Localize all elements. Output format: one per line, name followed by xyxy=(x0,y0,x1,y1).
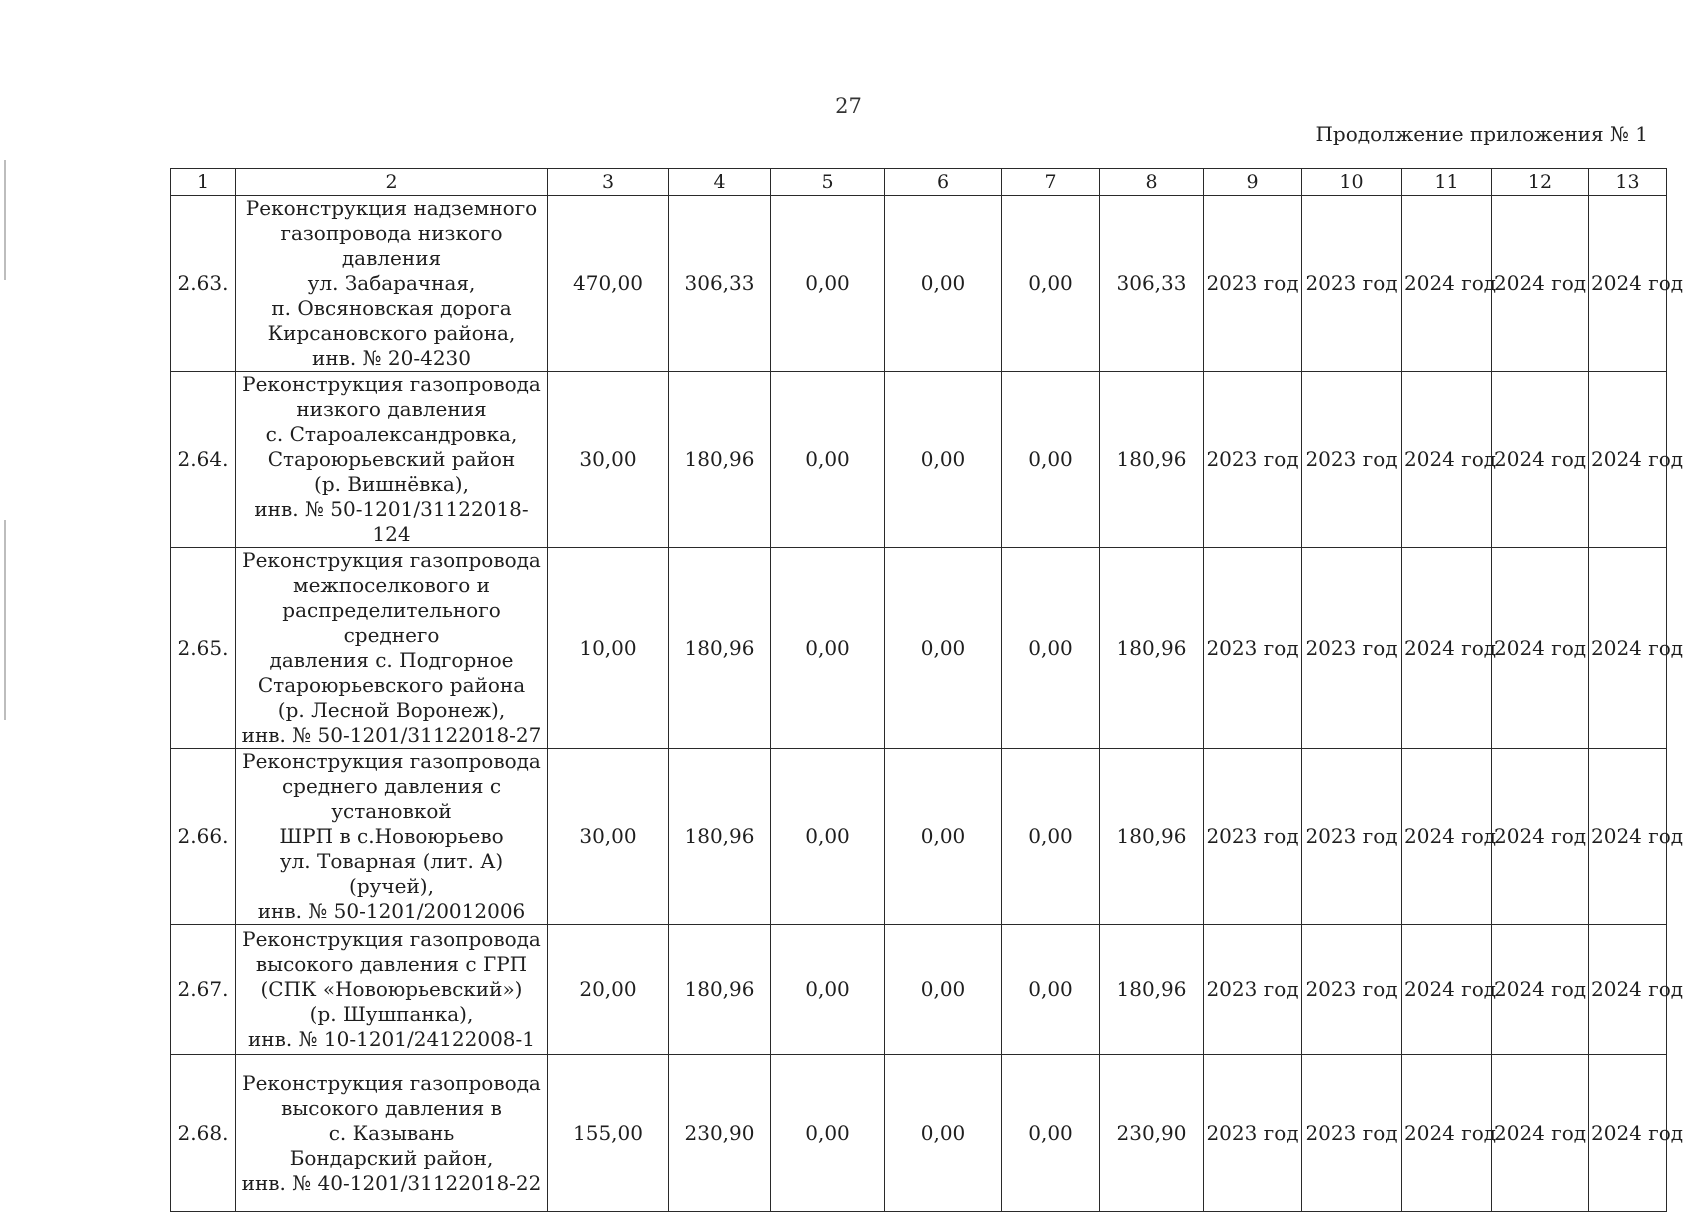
description-line: Реконструкция газопровода xyxy=(242,372,541,396)
value-cell-c7: 0,00 xyxy=(1002,1055,1100,1212)
value-cell-c10: 2023 год xyxy=(1302,1055,1402,1212)
description-line: Реконструкция газопровода xyxy=(242,548,541,572)
column-header: 11 xyxy=(1402,169,1492,196)
row-number-cell: 2.65. xyxy=(171,548,236,749)
column-header: 9 xyxy=(1204,169,1302,196)
value-cell-c5: 0,00 xyxy=(771,548,885,749)
description-line: Реконструкция газопровода xyxy=(242,749,541,773)
description-cell xyxy=(236,749,548,925)
column-header: 13 xyxy=(1589,169,1667,196)
value-cell-c12: 2024 год xyxy=(1492,372,1589,548)
value-cell-c9: 2023 год xyxy=(1204,372,1302,548)
column-header: 6 xyxy=(885,169,1002,196)
value-cell-c10: 2023 год xyxy=(1302,196,1402,372)
value-cell-c5: 0,00 xyxy=(771,196,885,372)
description-line: инв. № 20-4230 xyxy=(311,346,472,370)
value-cell-c7: 0,00 xyxy=(1002,925,1100,1055)
table-row xyxy=(171,749,1667,925)
row-number-cell: 2.64. xyxy=(171,372,236,548)
value-cell-c6: 0,00 xyxy=(885,548,1002,749)
description-line: высокого давления в xyxy=(281,1095,502,1120)
value-cell-c7: 0,00 xyxy=(1002,196,1100,372)
description-line: Реконструкция надземного xyxy=(245,196,538,220)
row-number-cell: 2.63. xyxy=(171,196,236,372)
page-number: 27 xyxy=(835,94,862,118)
value-cell-c6: 0,00 xyxy=(885,1055,1002,1212)
row-number-cell: 2.66. xyxy=(171,749,236,925)
value-cell-c13: 2024 год xyxy=(1589,548,1667,749)
table-row xyxy=(171,372,1667,548)
value-cell-c13: 2024 год xyxy=(1589,925,1667,1055)
description-line: Реконструкция газопровода xyxy=(242,1070,541,1095)
value-cell-c5: 0,00 xyxy=(771,1055,885,1212)
description-line: Реконструкция газопровода xyxy=(242,927,541,951)
value-cell-c5: 0,00 xyxy=(771,925,885,1055)
value-cell-c8: 180,96 xyxy=(1100,749,1204,925)
value-cell-c3: 10,00 xyxy=(548,548,669,749)
value-cell-c11: 2024 год xyxy=(1402,925,1492,1055)
value-cell-c8: 180,96 xyxy=(1100,925,1204,1055)
description-line: п. Овсяновская дорога xyxy=(271,296,512,320)
description-line: инв. № 40-1201/31122018-22 xyxy=(241,1170,542,1195)
description-line: среднего давления с установкой xyxy=(281,774,502,823)
value-cell-c6: 0,00 xyxy=(885,372,1002,548)
description-cell xyxy=(236,1055,548,1212)
value-cell-c9: 2023 год xyxy=(1204,548,1302,749)
description-cell xyxy=(236,548,548,749)
value-cell-c4: 306,33 xyxy=(669,196,771,372)
description-line: низкого давления xyxy=(296,397,487,421)
description-line: (р. Шушпанка), xyxy=(309,1002,474,1026)
value-cell-c12: 2024 год xyxy=(1492,196,1589,372)
value-cell-c12: 2024 год xyxy=(1492,925,1589,1055)
value-cell-c9: 2023 год xyxy=(1204,1055,1302,1212)
value-cell-c12: 2024 год xyxy=(1492,749,1589,925)
value-cell-c6: 0,00 xyxy=(885,196,1002,372)
table-row xyxy=(171,1055,1667,1212)
value-cell-c6: 0,00 xyxy=(885,749,1002,925)
description-line: Кирсановского района, xyxy=(267,321,516,345)
column-header: 8 xyxy=(1100,169,1204,196)
description-cell xyxy=(236,196,548,372)
value-cell-c7: 0,00 xyxy=(1002,548,1100,749)
value-cell-c8: 180,96 xyxy=(1100,548,1204,749)
table-row xyxy=(171,196,1667,372)
column-header: 5 xyxy=(771,169,885,196)
value-cell-c9: 2023 год xyxy=(1204,925,1302,1055)
value-cell-c11: 2024 год xyxy=(1402,372,1492,548)
value-cell-c4: 180,96 xyxy=(669,749,771,925)
value-cell-c12: 2024 год xyxy=(1492,548,1589,749)
value-cell-c5: 0,00 xyxy=(771,372,885,548)
value-cell-c8: 306,33 xyxy=(1100,196,1204,372)
description-line: высокого давления с ГРП xyxy=(255,952,528,976)
value-cell-c7: 0,00 xyxy=(1002,372,1100,548)
description-line: Бондарский район, xyxy=(289,1145,494,1170)
value-cell-c10: 2023 год xyxy=(1302,372,1402,548)
value-cell-c4: 230,90 xyxy=(669,1055,771,1212)
value-cell-c13: 2024 год xyxy=(1589,372,1667,548)
description-line: с. Староалександровка, xyxy=(265,422,518,446)
value-cell-c8: 180,96 xyxy=(1100,372,1204,548)
value-cell-c3: 155,00 xyxy=(548,1055,669,1212)
column-header: 10 xyxy=(1302,169,1402,196)
description-line: (р. Лесной Воронеж), xyxy=(277,698,506,722)
description-line: инв. № 10-1201/24122008-1 xyxy=(247,1027,536,1051)
value-cell-c3: 30,00 xyxy=(548,749,669,925)
description-line: инв. № 50-1201/31122018-27 xyxy=(241,723,542,747)
value-cell-c11: 2024 год xyxy=(1402,1055,1492,1212)
table-row xyxy=(171,548,1667,749)
value-cell-c4: 180,96 xyxy=(669,925,771,1055)
description-line: давления с. Подгорное xyxy=(269,648,514,672)
scan-edge-mark xyxy=(4,520,6,720)
column-header: 12 xyxy=(1492,169,1589,196)
description-line: Староюрьевского района xyxy=(257,673,526,697)
column-header: 4 xyxy=(669,169,771,196)
column-header: 2 xyxy=(236,169,548,196)
value-cell-c10: 2023 год xyxy=(1302,749,1402,925)
scan-edge-mark xyxy=(4,160,6,280)
row-number-cell: 2.68. xyxy=(171,1055,236,1212)
value-cell-c13: 2024 год xyxy=(1589,749,1667,925)
column-header: 7 xyxy=(1002,169,1100,196)
description-line: (СПК «Новоюрьевский») xyxy=(260,977,523,1001)
value-cell-c3: 30,00 xyxy=(548,372,669,548)
row-number-cell: 2.67. xyxy=(171,925,236,1055)
value-cell-c12: 2024 год xyxy=(1492,1055,1589,1212)
value-cell-c11: 2024 год xyxy=(1402,749,1492,925)
description-line: ул. Товарная (лит. А) (ручей), xyxy=(279,849,504,898)
column-header: 3 xyxy=(548,169,669,196)
description-line: газопровода низкого давления xyxy=(280,221,503,270)
appendix-label: Продолжение приложения № 1 xyxy=(1315,122,1648,146)
value-cell-c5: 0,00 xyxy=(771,749,885,925)
value-cell-c13: 2024 год xyxy=(1589,196,1667,372)
value-cell-c7: 0,00 xyxy=(1002,749,1100,925)
value-cell-c4: 180,96 xyxy=(669,548,771,749)
description-line: (р. Вишнёвка), xyxy=(314,472,469,496)
data-table xyxy=(170,168,1684,1212)
value-cell-c13: 2024 год xyxy=(1589,1055,1667,1212)
value-cell-c4: 180,96 xyxy=(669,372,771,548)
description-line: инв. № 50-1201/31122018-124 xyxy=(254,497,529,546)
value-cell-c6: 0,00 xyxy=(885,925,1002,1055)
header-row xyxy=(171,169,1667,196)
description-line: распределительного среднего xyxy=(282,598,501,647)
description-line: межпоселкового и xyxy=(293,573,490,597)
description-line: с. Казывань xyxy=(328,1120,455,1145)
description-line: ШРП в с.Новоюрьево xyxy=(279,824,504,848)
value-cell-c3: 20,00 xyxy=(548,925,669,1055)
table-row xyxy=(171,925,1667,1055)
value-cell-c10: 2023 год xyxy=(1302,548,1402,749)
value-cell-c10: 2023 год xyxy=(1302,925,1402,1055)
description-line: инв. № 50-1201/20012006 xyxy=(257,899,526,923)
value-cell-c3: 470,00 xyxy=(548,196,669,372)
value-cell-c11: 2024 год xyxy=(1402,548,1492,749)
description-line: Староюрьевский район xyxy=(267,447,516,471)
description-line: ул. Забарачная, xyxy=(307,271,476,295)
value-cell-c9: 2023 год xyxy=(1204,196,1302,372)
value-cell-c11: 2024 год xyxy=(1402,196,1492,372)
value-cell-c8: 230,90 xyxy=(1100,1055,1204,1212)
column-header: 1 xyxy=(171,169,236,196)
description-cell xyxy=(236,372,548,548)
description-cell xyxy=(236,925,548,1055)
value-cell-c9: 2023 год xyxy=(1204,749,1302,925)
